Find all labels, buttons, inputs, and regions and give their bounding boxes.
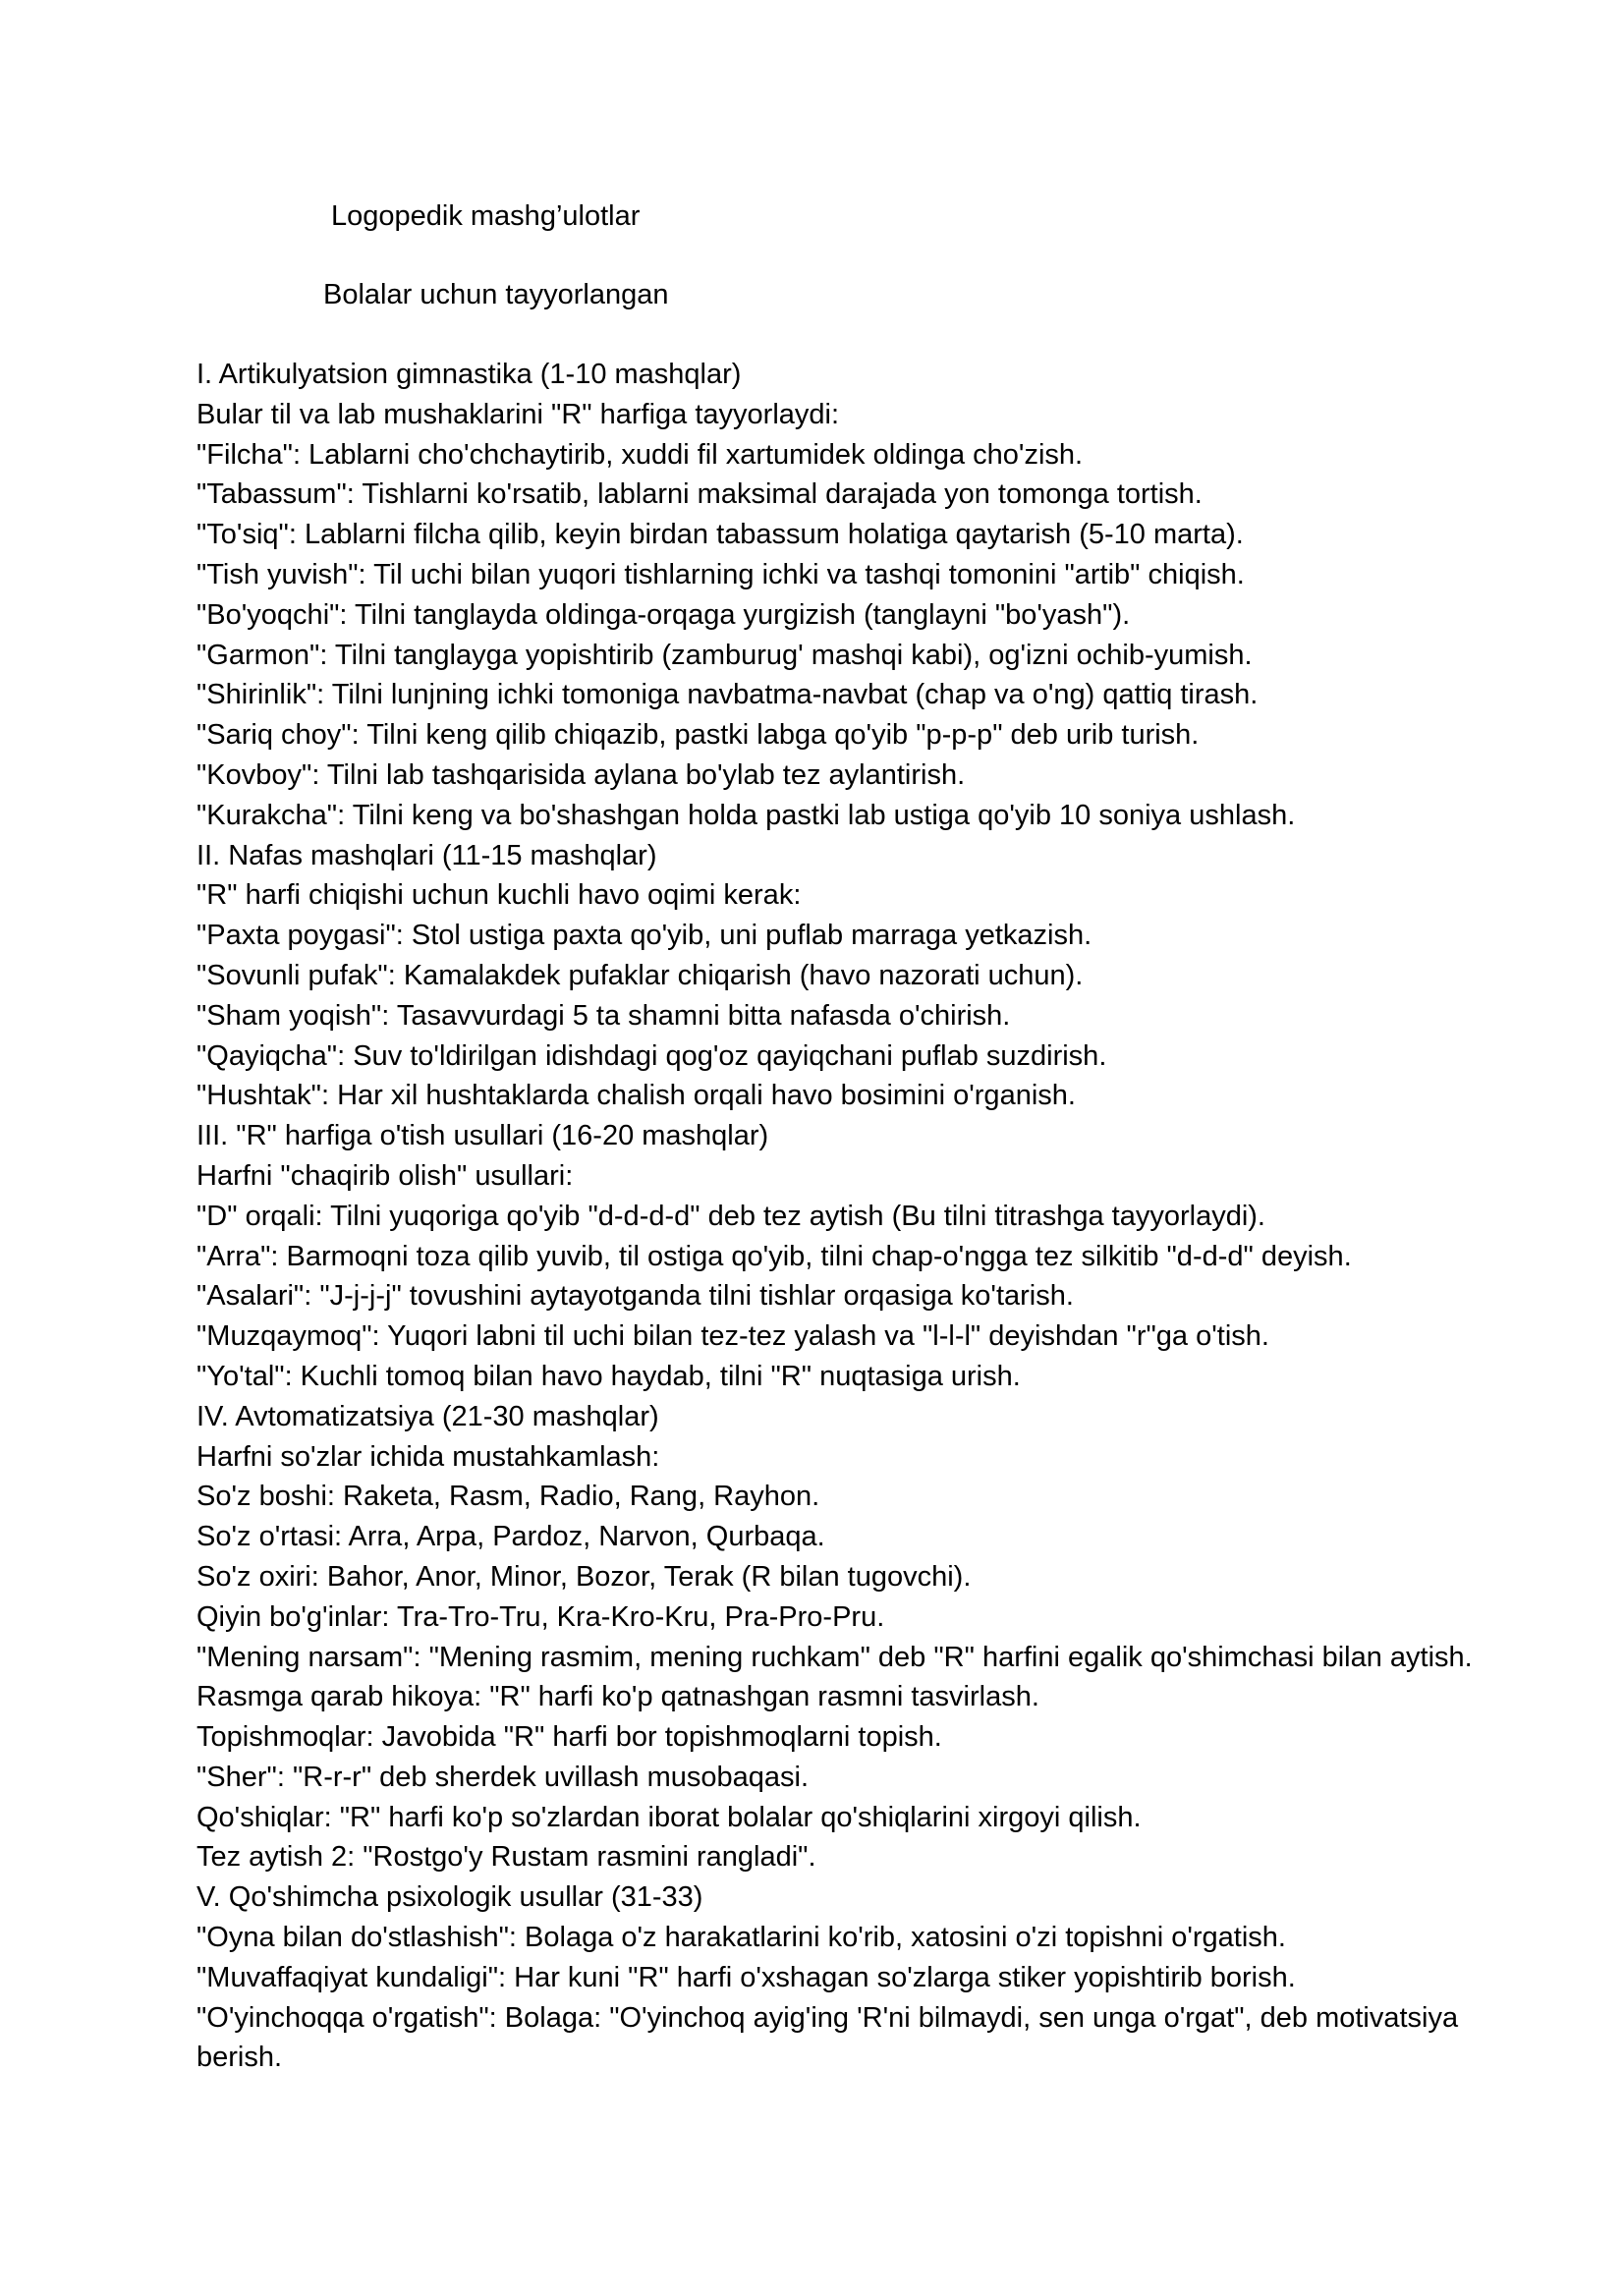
document-line: "Sham yoqish": Tasavvurdagi 5 ta shamni bitta nafasda o'chirish.: [196, 999, 1011, 1032]
document-line: "Mening narsam": "Mening rasmim, mening ruchkam" deb "R" harfini egalik qo'shimchasi bilan aytish.: [196, 1641, 1473, 1673]
document-line: "Tish yuvish": Til uchi bilan yuqori tishlarning ichki va tashqi tomonini "artib" chiqish.: [196, 558, 1245, 590]
document-line: "To'siq": Lablarni filcha qilib, keyin birdan tabassum holatiga qaytarish (5-10 marta).: [196, 519, 1244, 551]
document-line: "Garmon": Tilni tanglayga yopishtirib (zamburug' mashqi kabi), og'izni ochib-yumish.: [196, 639, 1253, 671]
document-line: "Qayiqcha": Suv to'ldirilgan idishdagi qog'oz qayiqchani puflab suzdirish.: [196, 1039, 1107, 1072]
document-line: So'z o'rtasi: Arra, Arpa, Pardoz, Narvon, Qurbaqa.: [196, 1521, 825, 1553]
page-title: Logopedik mashg’ulotlar: [331, 200, 641, 232]
document-line: II. Nafas mashqlari (11-15 mashqlar): [196, 839, 657, 871]
document-line: "D" orqali: Tilni yuqoriga qo'yib "d-d-d-d" deb tez aytish (Bu tilni titrashga tayyorlaydi).: [196, 1200, 1265, 1232]
document-line: "Hushtak": Har xil hushtaklarda chalish orqali havo bosimini o'rganish.: [196, 1080, 1076, 1112]
document-line: "R" harfi chiqishi uchun kuchli havo oqimi kerak:: [196, 879, 802, 912]
document-line: "O'yinchoqqa o'rgatish": Bolaga: "O'yinchoq ayig'ing 'R'ni bilmaydi, sen unga o'rgat", deb motivatsiya berish.: [196, 2001, 1459, 2074]
document-line: Qiyin bo'g'inlar: Tra-Tro-Tru, Kra-Kro-Kru, Pra-Pro-Pru.: [196, 1600, 885, 1633]
document-line: "Paxta poygasi": Stol ustiga paxta qo'yib, uni puflab marraga yetkazish.: [196, 920, 1092, 952]
document-line: Bular til va lab mushaklarini "R" harfiga tayyorlaydi:: [196, 398, 840, 430]
document-line: "Oyna bilan do'stlashish": Bolaga o'z harakatlarini ko'rib, xatosini o'zi topishni o'rgatish.: [196, 1922, 1286, 1954]
document-line: "Yo'tal": Kuchli tomoq bilan havo haydab, tilni "R" nuqtasiga urish.: [196, 1360, 1021, 1392]
document-line: "Arra": Barmoqni toza qilib yuvib, til ostiga qo'yib, tilni chap-o'ngga tez silkitib "d-d-d" deyish.: [196, 1240, 1352, 1272]
document-line: So'z boshi: Raketa, Rasm, Radio, Rang, Rayhon.: [196, 1481, 820, 1513]
document-line: III. "R" harfiga o'tish usullari (16-20 mashqlar): [196, 1120, 769, 1152]
document-line: Harfni "chaqirib olish" usullari:: [196, 1159, 574, 1192]
document-line: "Muzqaymoq": Yuqori labni til uchi bilan tez-tez yalash va "l-l-l" deyishdan "r"ga o'tish.: [196, 1320, 1269, 1353]
page-subtitle: Bolalar uchun tayyorlangan: [323, 279, 669, 310]
document-body: [196, 355, 1474, 2078]
document-line: "Sovunli pufak": Kamalakdek pufaklar chiqarish (havo nazorati uchun).: [196, 959, 1084, 991]
document-line: "Kurakcha": Tilni keng va bo'shashgan holda pastki lab ustiga qo'yib 10 soniya ushlash.: [196, 799, 1296, 831]
document-line: I. Artikulyatsion gimnastika (1-10 mashqlar): [196, 359, 742, 390]
document-line: "Sariq choy": Tilni keng qilib chiqazib, pastki labga qo'yib "p-p-p" deb urib turish.: [196, 719, 1200, 752]
document-line: Rasmga qarab hikoya: "R" harfi ko'p qatnashgan rasmni tasvirlash.: [196, 1681, 1039, 1713]
document-line: "Muvaffaqiyat kundaligi": Har kuni "R" harfi o'xshagan so'zlarga stiker yopishtirib borish.: [196, 1961, 1296, 1993]
document-line: IV. Avtomatizatsiya (21-30 mashqlar): [196, 1400, 659, 1432]
document-line: "Bo'yoqchi": Tilni tanglayda oldinga-orqaga yurgizish (tanglayni "bo'yash").: [196, 598, 1131, 631]
document-line: Harfni so'zlar ichida mustahkamlash:: [196, 1440, 660, 1473]
document-line: "Filcha": Lablarni cho'chchaytirib, xuddi fil xartumidek oldinga cho'zish.: [196, 438, 1084, 471]
document-line: So'z oxiri: Bahor, Anor, Minor, Bozor, Terak (R bilan tugovchi).: [196, 1560, 972, 1593]
document-line: "Sher": "R-r-r" deb sherdek uvillash musobaqasi.: [196, 1761, 810, 1793]
document-line: "Kovboy": Tilni lab tashqarisida aylana bo'ylab tez aylantirish.: [196, 758, 966, 791]
document-line: "Tabassum": Tishlarni ko'rsatib, lablarni maksimal darajada yon tomonga tortish.: [196, 478, 1203, 511]
document-line: "Shirinlik": Tilni lunjning ichki tomoniga navbatma-navbat (chap va o'ng) qattiq tirash.: [196, 679, 1259, 711]
document-line: Tez aytish 2: "Rostgo'y Rustam rasmini rangladi".: [196, 1841, 816, 1874]
document-line: "Asalari": "J-j-j-j" tovushini aytayotganda tilni tishlar orqasiga ko'tarish.: [196, 1280, 1074, 1313]
document-line: Qo'shiqlar: "R" harfi ko'p so'zlardan iborat bolalar qo'shiqlarini xirgoyi qilish.: [196, 1801, 1142, 1833]
document-line: V. Qo'shimcha psixologik usullar (31-33): [196, 1881, 703, 1914]
document-line: Topishmoqlar: Javobida "R" harfi bor topishmoqlarni topish.: [196, 1721, 942, 1754]
